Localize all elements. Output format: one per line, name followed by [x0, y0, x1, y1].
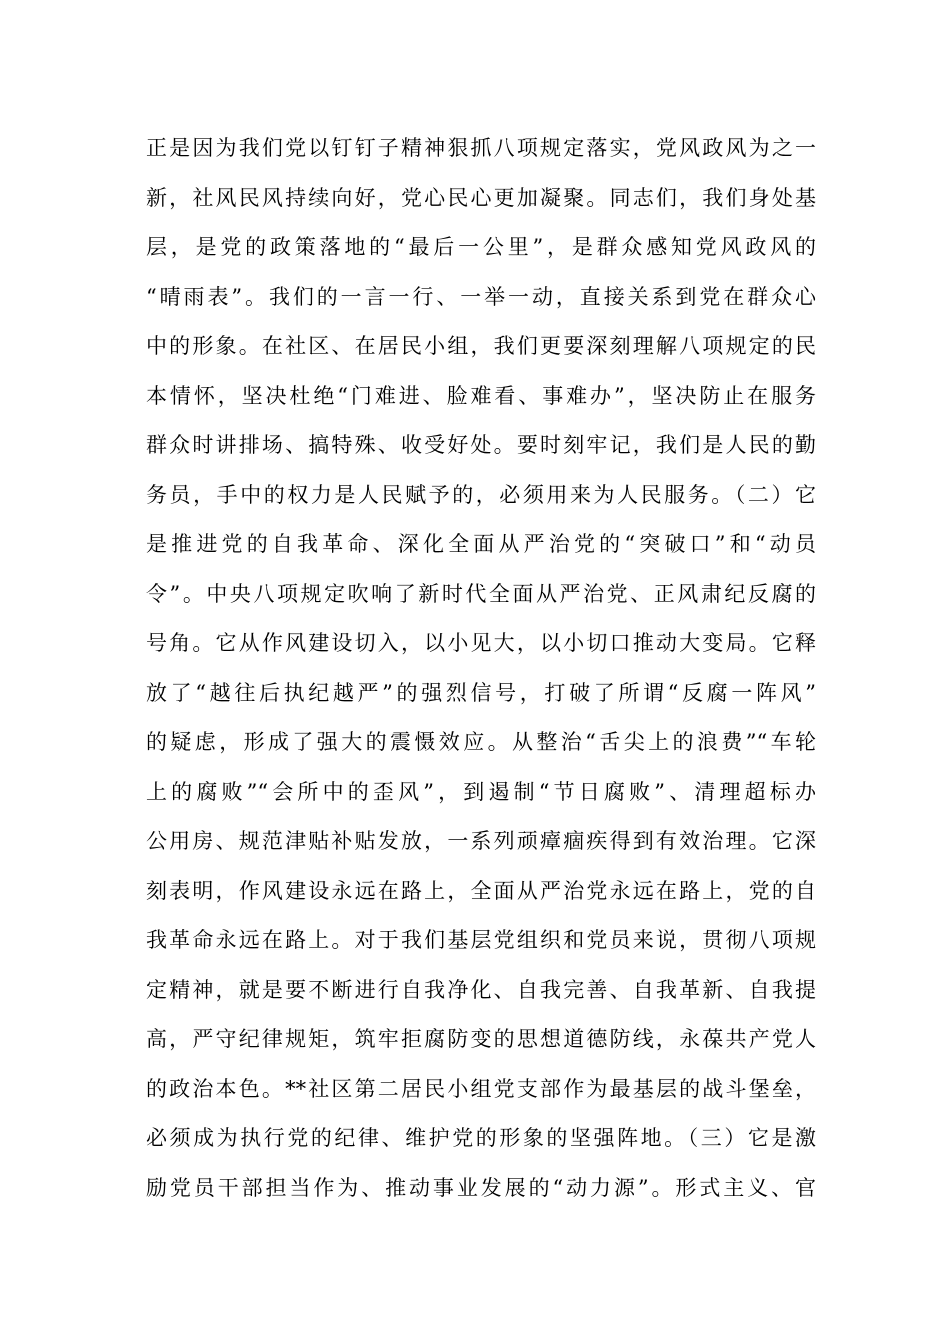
text-line: 是推进党的自我革命、深化全面从严治党的“突破口”和“动员 [146, 532, 816, 556]
text-line: 励党员干部担当作为、推动事业发展的“动力源”。形式主义、官 [146, 1175, 816, 1200]
text-line: 中的形象。在社区、在居民小组，我们更要深刻理解八项规定的民 [146, 334, 816, 358]
text-line: 的政治本色。**社区第二居民小组党支部作为最基层的战斗堡垒， [146, 1076, 816, 1101]
text-line: 定精神，就是要不断进行自我净化、自我完善、自我革新、自我提 [146, 977, 816, 1002]
text-line: 刻表明，作风建设永远在路上，全面从严治党永远在路上，党的自 [146, 878, 816, 903]
text-line: 上的腐败”“会所中的歪风”，到遏制“节日腐败”、清理超标办 [146, 779, 816, 804]
text-line: 务员，手中的权力是人民赋予的，必须用来为人民服务。（二）它 [146, 482, 816, 507]
text-line: 公用房、规范津贴补贴发放，一系列顽瘴痼疾得到有效治理。它深 [146, 829, 816, 853]
text-line: 高，严守纪律规矩，筑牢拒腐防变的思想道德防线，永葆共产党人 [146, 1027, 816, 1051]
text-line: 必须成为执行党的纪律、维护党的形象的坚强阵地。（三）它是激 [146, 1126, 816, 1150]
text-line: 的疑虑，形成了强大的震慑效应。从整治“舌尖上的浪费”“车轮 [146, 730, 816, 754]
text-line: 号角。它从作风建设切入，以小见大，以小切口推动大变局。它释 [146, 631, 816, 655]
text-line: 层，是党的政策落地的“最后一公里”，是群众感知党风政风的 [146, 235, 816, 259]
text-line: 放了“越往后执纪越严”的强烈信号，打破了所谓“反腐一阵风” [146, 680, 816, 705]
text-line: 我革命永远在路上。对于我们基层党组织和党员来说，贯彻八项规 [146, 928, 816, 952]
text-line: 令”。中央八项规定吹响了新时代全面从严治党、正风肃纪反腐的 [146, 581, 816, 606]
text-line: 正是因为我们党以钉钉子精神狠抓八项规定落实，党风政风为之一 [146, 136, 816, 160]
text-line: 新，社风民风持续向好，党心民心更加凝聚。同志们，我们身处基 [146, 185, 816, 210]
text-line: 群众时讲排场、搞特殊、收受好处。要时刻牢记，我们是人民的勤 [146, 433, 816, 457]
text-line: “晴雨表”。我们的一言一行、一举一动，直接关系到党在群众心 [146, 284, 816, 309]
text-line: 本情怀，坚决杜绝“门难进、脸难看、事难办”，坚决防止在服务 [146, 383, 816, 408]
body-text [146, 124, 816, 1213]
